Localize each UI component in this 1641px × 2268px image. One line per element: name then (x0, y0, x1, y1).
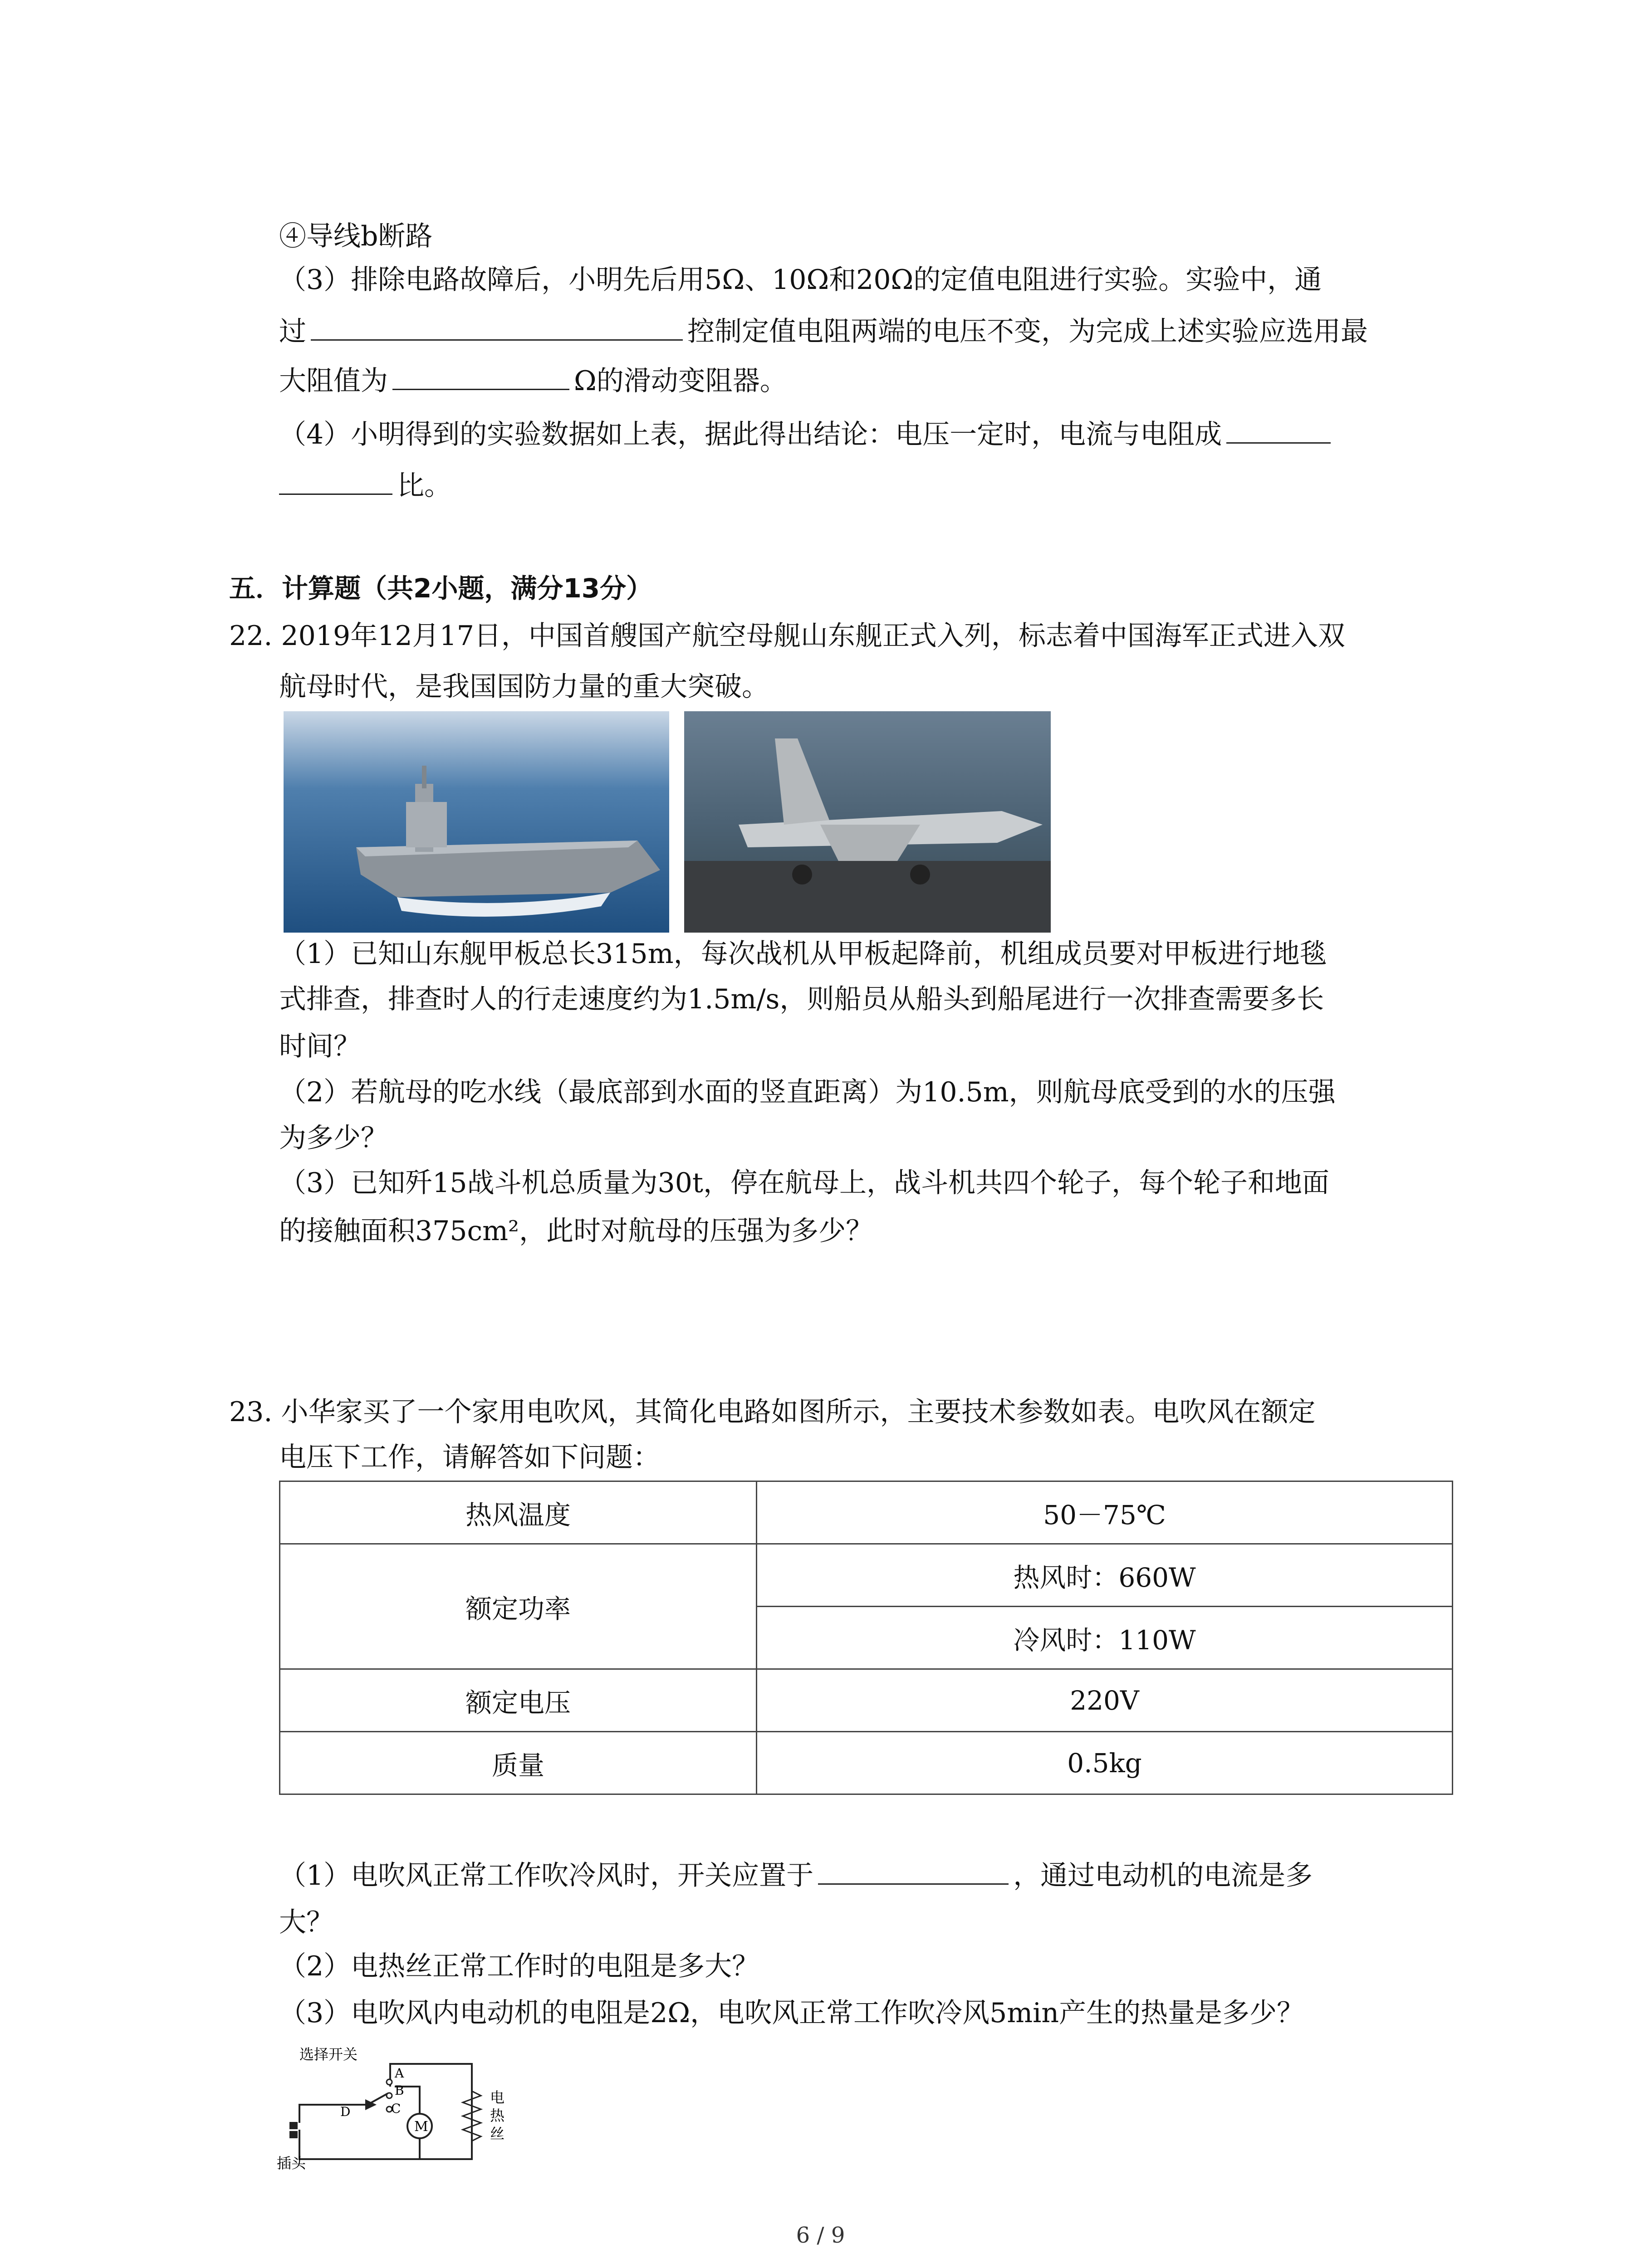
q23-part1-text: （1）电吹风正常工作吹冷风时，开关应置于 (279, 1860, 814, 1892)
answer-blank (1226, 414, 1331, 444)
page-number: 6 / 9 (796, 2223, 845, 2248)
q21-part4-tail: 比。 (397, 470, 451, 502)
q22-part2-line2: 为多少？ (279, 1122, 388, 1154)
section-heading: 五．计算题（共2小题，满分13分） (229, 573, 653, 604)
q22-part2-line1: （2）若航母的吃水线（最底部到水面的竖直距离）为10.5m，则航母底受到的水的压强 (279, 1076, 1336, 1108)
table-row (280, 1544, 1453, 1607)
q22-part1-line2: 式排查，排查时人的行走速度约为1.5m/s，则船员从船头到船尾进行一次排查需要多长 (279, 983, 1324, 1015)
q22-part1-line1: （1）已知山东舰甲板总长315m，每次战机从甲板起降前，机组成员要对甲板进行地毯 (279, 938, 1327, 970)
q21-part3-line3 (279, 361, 787, 401)
q23-part2: （2）电热丝正常工作时的电阻是多大？ (279, 1950, 759, 1982)
answer-blank (311, 311, 683, 341)
aircraft-carrier-photo (284, 711, 669, 933)
q22-line2: 航母时代，是我国国防力量的重大突破。 (279, 671, 769, 703)
q22-part3-line1: （3）已知歼15战斗机总质量为30t，停在航母上，战斗机共四个轮子，每个轮子和地面 (279, 1167, 1329, 1199)
q22-part1-line3: 时间？ (279, 1031, 361, 1062)
contact-a-label: A (395, 2066, 404, 2081)
answer-blank (392, 361, 569, 390)
table-cell: 热风时：660W (757, 1544, 1453, 1607)
q22-line1: 22. 2019年12月17日，中国首艘国产航空母舰山东舰正式入列，标志着中国海军正式进入双 (229, 620, 1345, 652)
table-row (280, 1732, 1453, 1794)
spec-table (279, 1481, 1453, 1795)
q22-part3-line2: 的接触面积375cm²，此时对航母的压强为多少？ (279, 1215, 873, 1247)
heater-label-2: 热 (490, 2107, 505, 2124)
contact-b-label: B (395, 2083, 404, 2098)
contact-d-label: D (340, 2104, 351, 2119)
table-cell: 热风温度 (280, 1481, 757, 1544)
motor-label: M (414, 2119, 428, 2135)
q23-part1-line2: 大？ (279, 1906, 333, 1938)
table-cell: 质量 (280, 1732, 757, 1794)
heater-label-1: 电 (490, 2089, 505, 2106)
q23-line1: 23. 小华家买了一个家用电吹风，其简化电路如图所示，主要技术参数如表。电吹风在额定 (229, 1396, 1316, 1428)
q23-part3: （3）电吹风内电动机的电阻是2Ω，电吹风正常工作吹冷风5min产生的热量是多少？ (279, 1997, 1304, 2029)
table-row (280, 1669, 1453, 1732)
table-cell: 额定功率 (280, 1544, 757, 1669)
contact-c-label: C (391, 2101, 401, 2116)
q23-line2: 电压下工作，请解答如下问题： (279, 1442, 660, 1473)
q21-part3-text-c: 大阻值为 (279, 365, 388, 397)
heater-label-3: 丝 (490, 2125, 505, 2142)
q21-option-4: ④导线b断路 (279, 220, 433, 252)
answer-blank (279, 465, 392, 495)
q21-part3-text-d: Ω的滑动变阻器。 (574, 365, 787, 397)
table-cell: 0.5kg (757, 1732, 1453, 1794)
q23-part1-text-b: ，通过电动机的电流是多 (1013, 1860, 1313, 1892)
q21-part4-line2 (279, 465, 451, 506)
q21-part3-text-a: 过 (279, 316, 306, 347)
q21-part3-line1: （3）排除电路故障后，小明先后用5Ω、10Ω和20Ω的定值电阻进行实验。实验中，通 (279, 264, 1322, 296)
table-row (280, 1481, 1453, 1544)
q23-part1-line1 (279, 1855, 1313, 1896)
switch-label: 选择开关 (299, 2046, 358, 2063)
fighter-jet-photo (684, 711, 1051, 933)
circuit-diagram (272, 2037, 526, 2186)
table-cell: 额定电压 (280, 1669, 757, 1732)
q21-part4-line1 (279, 414, 1331, 455)
table-cell: 冷风时：110W (757, 1607, 1453, 1669)
table-cell: 50－75℃ (757, 1481, 1453, 1544)
q21-part3-text-b: 控制定值电阻两端的电压不变，为完成上述实验应选用最 (687, 316, 1368, 347)
q21-part3-line2 (279, 311, 1368, 352)
plug-label: 插头 (277, 2155, 306, 2172)
table-cell: 220V (757, 1669, 1453, 1732)
q21-part4-text: （4）小明得到的实验数据如上表，据此得出结论：电压一定时，电流与电阻成 (279, 419, 1222, 450)
answer-blank (818, 1855, 1009, 1885)
